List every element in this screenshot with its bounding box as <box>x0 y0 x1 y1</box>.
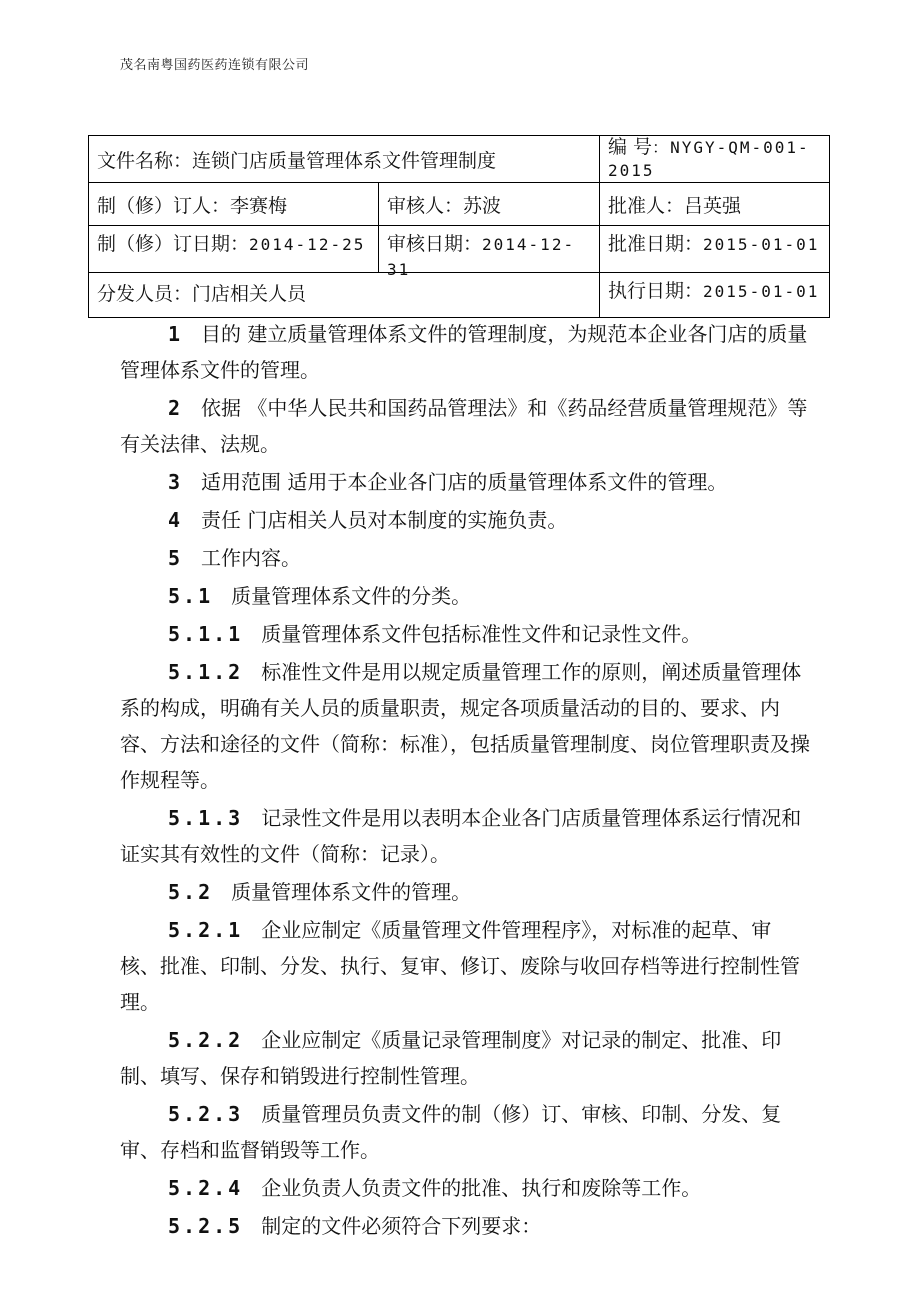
approve-date-value: 2015-01-01 <box>703 235 820 254</box>
section-text: 工作内容。 <box>201 546 302 570</box>
company-header: 茂名南粤国药医药连锁有限公司 <box>120 58 310 73</box>
section-number: 5 <box>168 546 184 570</box>
section-text: 企业应制定《质量管理文件管理程序》，对标准的起草、审核、批准、印制、分发、执行、复审、修订、废除与收回存档等进行控制性管理。 <box>120 918 800 1014</box>
section-text: 适用范围 适用于本企业各门店的质量管理体系文件的管理。 <box>201 470 728 494</box>
exec-date-label: 执行日期： <box>608 280 704 302</box>
section-paragraph <box>120 1096 810 1168</box>
section-text: 企业负责人负责文件的批准、执行和废除等工作。 <box>261 1176 702 1200</box>
section-number: 5.2.3 <box>168 1102 244 1126</box>
author-date-label: 制（修）订日期： <box>97 233 250 255</box>
review-date-value: 2014-12-31 <box>387 235 576 279</box>
section-number: 2 <box>168 396 184 420</box>
section-paragraph <box>120 616 810 652</box>
section-paragraph <box>120 1208 810 1244</box>
section-text: 责任 门店相关人员对本制度的实施负责。 <box>201 508 568 532</box>
section-number: 5.2.4 <box>168 1176 244 1200</box>
section-paragraph <box>120 390 810 462</box>
section-text: 质量管理体系文件包括标准性文件和记录性文件。 <box>261 622 702 646</box>
section-number: 5.1.3 <box>168 806 244 830</box>
section-number: 5.2 <box>168 880 214 904</box>
section-paragraph <box>120 316 810 388</box>
section-text: 目的 建立质量管理体系文件的管理制度，为规范本企业各门店的质量管理体系文件的管理。 <box>120 322 808 382</box>
review-date-label: 审核日期： <box>387 233 483 255</box>
approve-date-label: 批准日期： <box>608 233 704 255</box>
section-paragraph <box>120 1022 810 1094</box>
section-text: 企业应制定《质量记录管理制度》对记录的制定、批准、印制、填写、保存和销毁进行控制性管理。 <box>120 1028 782 1088</box>
section-paragraph <box>120 540 810 576</box>
doc-number-value: ：NYGY-QM-001-2015 <box>608 138 810 180</box>
section-number: 5.2.1 <box>168 918 244 942</box>
doc-name-cell: 文件名称：连锁门店质量管理体系文件管理制度 <box>89 136 600 183</box>
section-number: 4 <box>168 508 184 532</box>
section-paragraph <box>120 800 810 872</box>
section-number: 5.1.1 <box>168 622 244 646</box>
approver-cell: 批准人：吕英强 <box>600 183 830 226</box>
doc-number-label: 编 号 <box>608 136 653 158</box>
section-number: 5.1.2 <box>168 660 244 684</box>
section-number: 5.1 <box>168 584 214 608</box>
distribution-cell: 分发人员：门店相关人员 <box>89 273 600 318</box>
review-date-cell <box>379 226 600 279</box>
section-paragraph <box>120 502 810 538</box>
section-text: 质量管理体系文件的管理。 <box>231 880 472 904</box>
author-date-cell <box>89 226 379 273</box>
section-text: 制定的文件必须符合下列要求： <box>261 1214 542 1238</box>
author-date-value: 2014-12-25 <box>249 235 366 254</box>
doc-number-cell <box>600 136 830 183</box>
document-info-table <box>88 135 830 318</box>
section-paragraph <box>120 1170 810 1206</box>
section-text: 记录性文件是用以表明本企业各门店质量管理体系运行情况和证实其有效性的文件（简称：记录）。 <box>120 806 802 866</box>
section-number: 5.2.2 <box>168 1028 244 1052</box>
section-text: 依据 《中华人民共和国药品管理法》和《药品经营质量管理规范》等有关法律、法规。 <box>120 396 808 456</box>
approve-date-cell <box>600 226 830 273</box>
section-number: 5.2.5 <box>168 1214 244 1238</box>
section-paragraph <box>120 578 810 614</box>
section-paragraph <box>120 464 810 500</box>
reviewer-cell: 审核人：苏波 <box>379 183 600 226</box>
section-text: 质量管理员负责文件的制（修）订、审核、印制、分发、复审、存档和监督销毁等工作。 <box>120 1102 782 1162</box>
section-paragraph <box>120 874 810 910</box>
section-text: 标准性文件是用以规定质量管理工作的原则，阐述质量管理体系的构成，明确有关人员的质量职责，规定各项质量活动的目的、要求、内容、方法和途径的文件（简称：标准），包括质量管理制度、岗位管理职责及操作规程等。 <box>120 660 810 792</box>
section-paragraph <box>120 654 810 798</box>
document-body <box>120 316 810 1246</box>
section-paragraph <box>120 912 810 1020</box>
exec-date-cell <box>600 273 830 318</box>
section-text: 质量管理体系文件的分类。 <box>231 584 472 608</box>
section-number: 3 <box>168 470 184 494</box>
exec-date-value: 2015-01-01 <box>703 282 820 301</box>
author-cell: 制（修）订人：李赛梅 <box>89 183 379 226</box>
section-number: 1 <box>168 322 184 346</box>
